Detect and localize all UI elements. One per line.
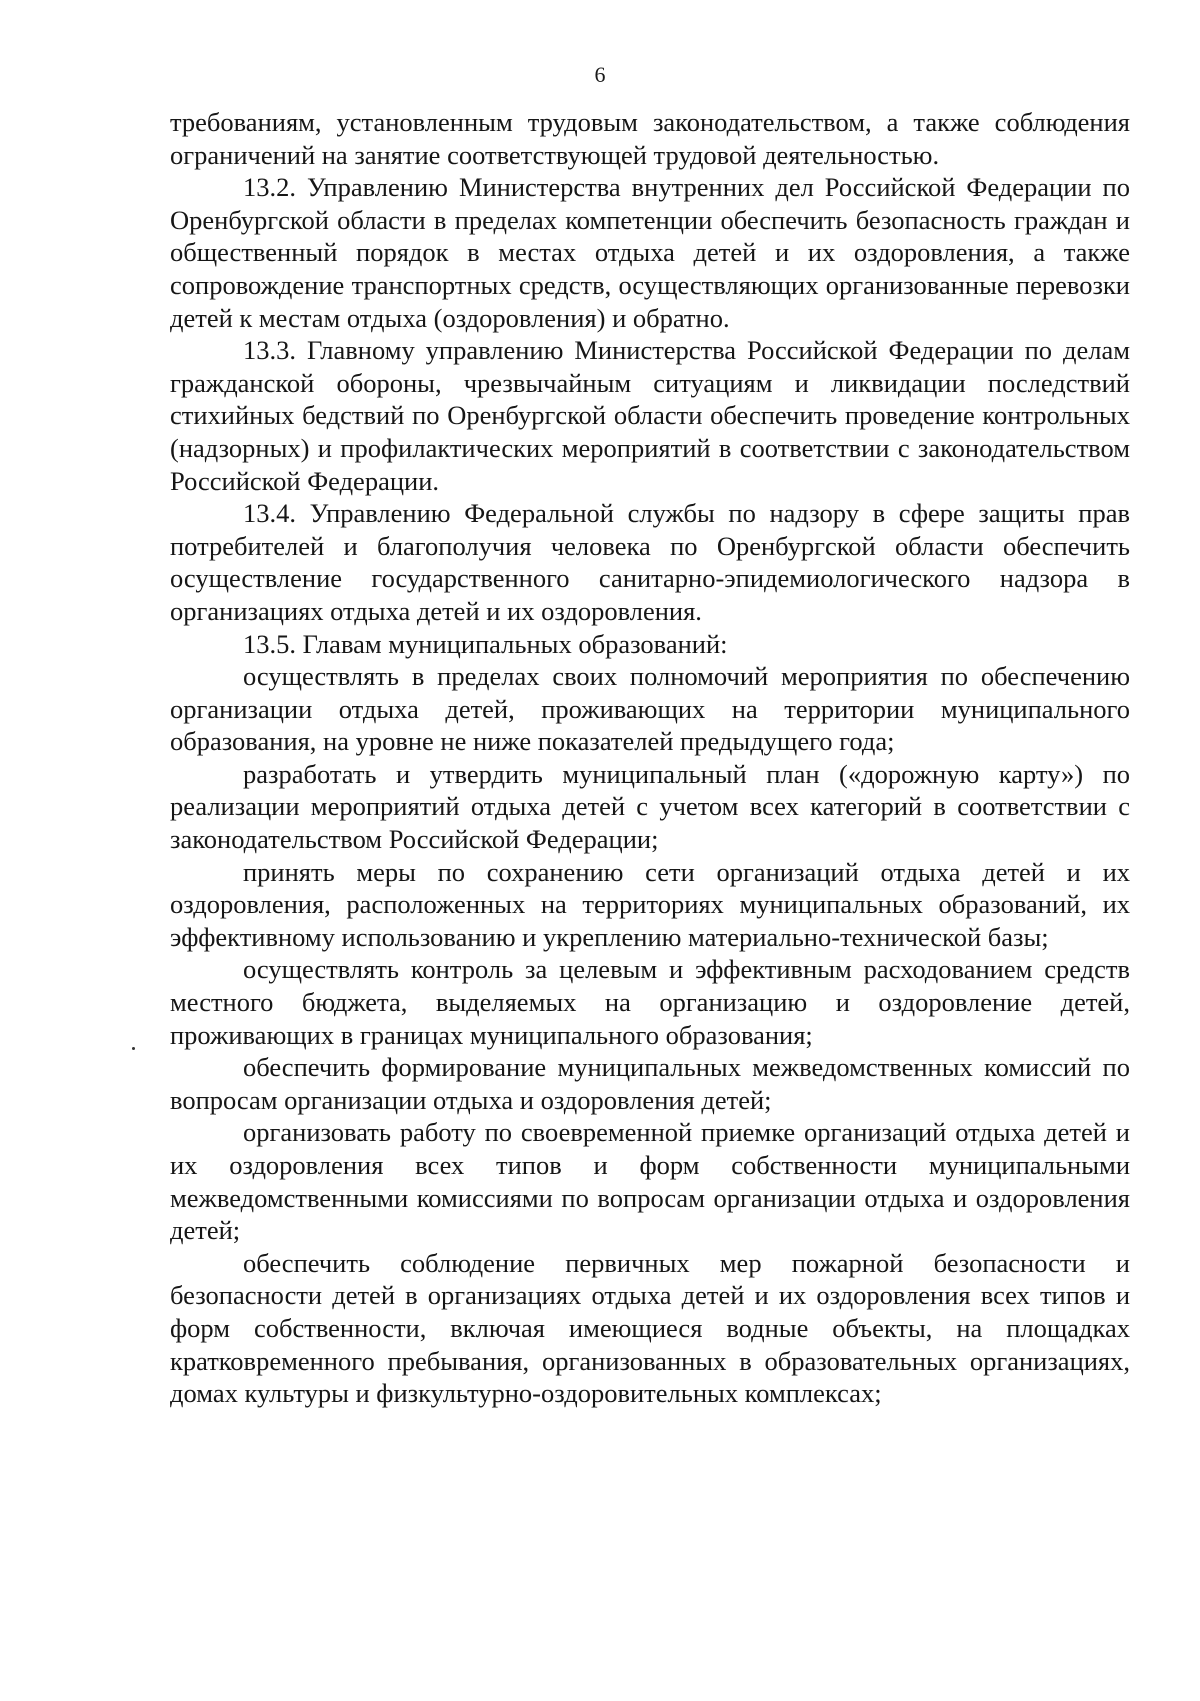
list-item-fire-safety: обеспечить соблюдение первичных мер пожарной безопасности и безопасности детей в организациях отдыха детей и их оздоровления всех типов и форм собственности, включая имеющиеся водные объекты, на площадках кратковременного пребывания, организованных в образовательных организациях, домах культуры и физкультурно-оздоровительных комплексах; (170, 1247, 1130, 1409)
list-item-network: принять меры по сохранению сети организаций отдыха детей и их оздоровления, расположенных на территориях муниципальных образований, их эффективному использованию и укреплению материально-технической базы; (170, 856, 1130, 952)
paragraph-13-3: 13.3. Главному управлению Министерства Российской Федерации по делам гражданской обороны, чрезвычайным ситуациям и ликвидации последствий стихийных бедствий по Оренбургской области обеспечить проведение контрольных (надзорных) и профилактических мероприятий в соответствии с законодательством Российской Федерации. (170, 335, 1130, 496)
paragraph-continuation: требованиям, установленным трудовым законодательством, а также соблюдения ограничений на занятие соответствующей трудовой деятельностью. (170, 107, 1130, 170)
paragraph-13-5: 13.5. Главам муниципальных образований: (243, 628, 728, 659)
list-item-roadmap: разработать и утвердить муниципальный план («дорожную карту») по реализации мероприятий отдыха детей с учетом всех категорий в соответствии с законодательством Российской Федерации; (170, 758, 1130, 855)
paragraph-13-4: 13.4. Управлению Федеральной службы по надзору в сфере защиты прав потребителей и благополучия человека по Оренбургской области обеспечить осуществление государственного санитарно-эпидемиологического надзора в организациях отдыха детей и их оздоровления. (170, 498, 1130, 626)
page-number: 6 (594, 62, 606, 87)
paragraph-13-2: 13.2. Управлению Министерства внутренних дел Российской Федерации по Оренбургской области в пределах компетенции обеспечить безопасность граждан и общественный порядок в местах отдыха детей и их оздоровления, а также сопровождение транспортных средств, осуществляющих организованные перевозки детей к местам отдыха (оздоровления) и обратно. (170, 172, 1130, 333)
document-body (170, 106, 1130, 1410)
list-item-budget-control: осуществлять контроль за целевым и эффективным расходованием средств местного бюджета, выделяемых на организацию и оздоровление детей, проживающих в границах муниципального образования; (170, 954, 1130, 1050)
list-item-acceptance: организовать работу по своевременной приемке организаций отдыха детей и их оздоровления всех типов и форм собственности муниципальными межведомственными комиссиями по вопросам организации отдыха и оздоровления детей; (170, 1117, 1130, 1246)
scan-dot-mark (132, 1047, 135, 1050)
list-item-activities: осуществлять в пределах своих полномочий мероприятия по обеспечению организации отдыха детей, проживающих на территории муниципального образования, на уровне не ниже показателей предыдущего года; (170, 661, 1130, 757)
list-item-commissions: обеспечить формирование муниципальных межведомственных комиссий по вопросам организации отдыха и оздоровления детей; (170, 1052, 1130, 1115)
